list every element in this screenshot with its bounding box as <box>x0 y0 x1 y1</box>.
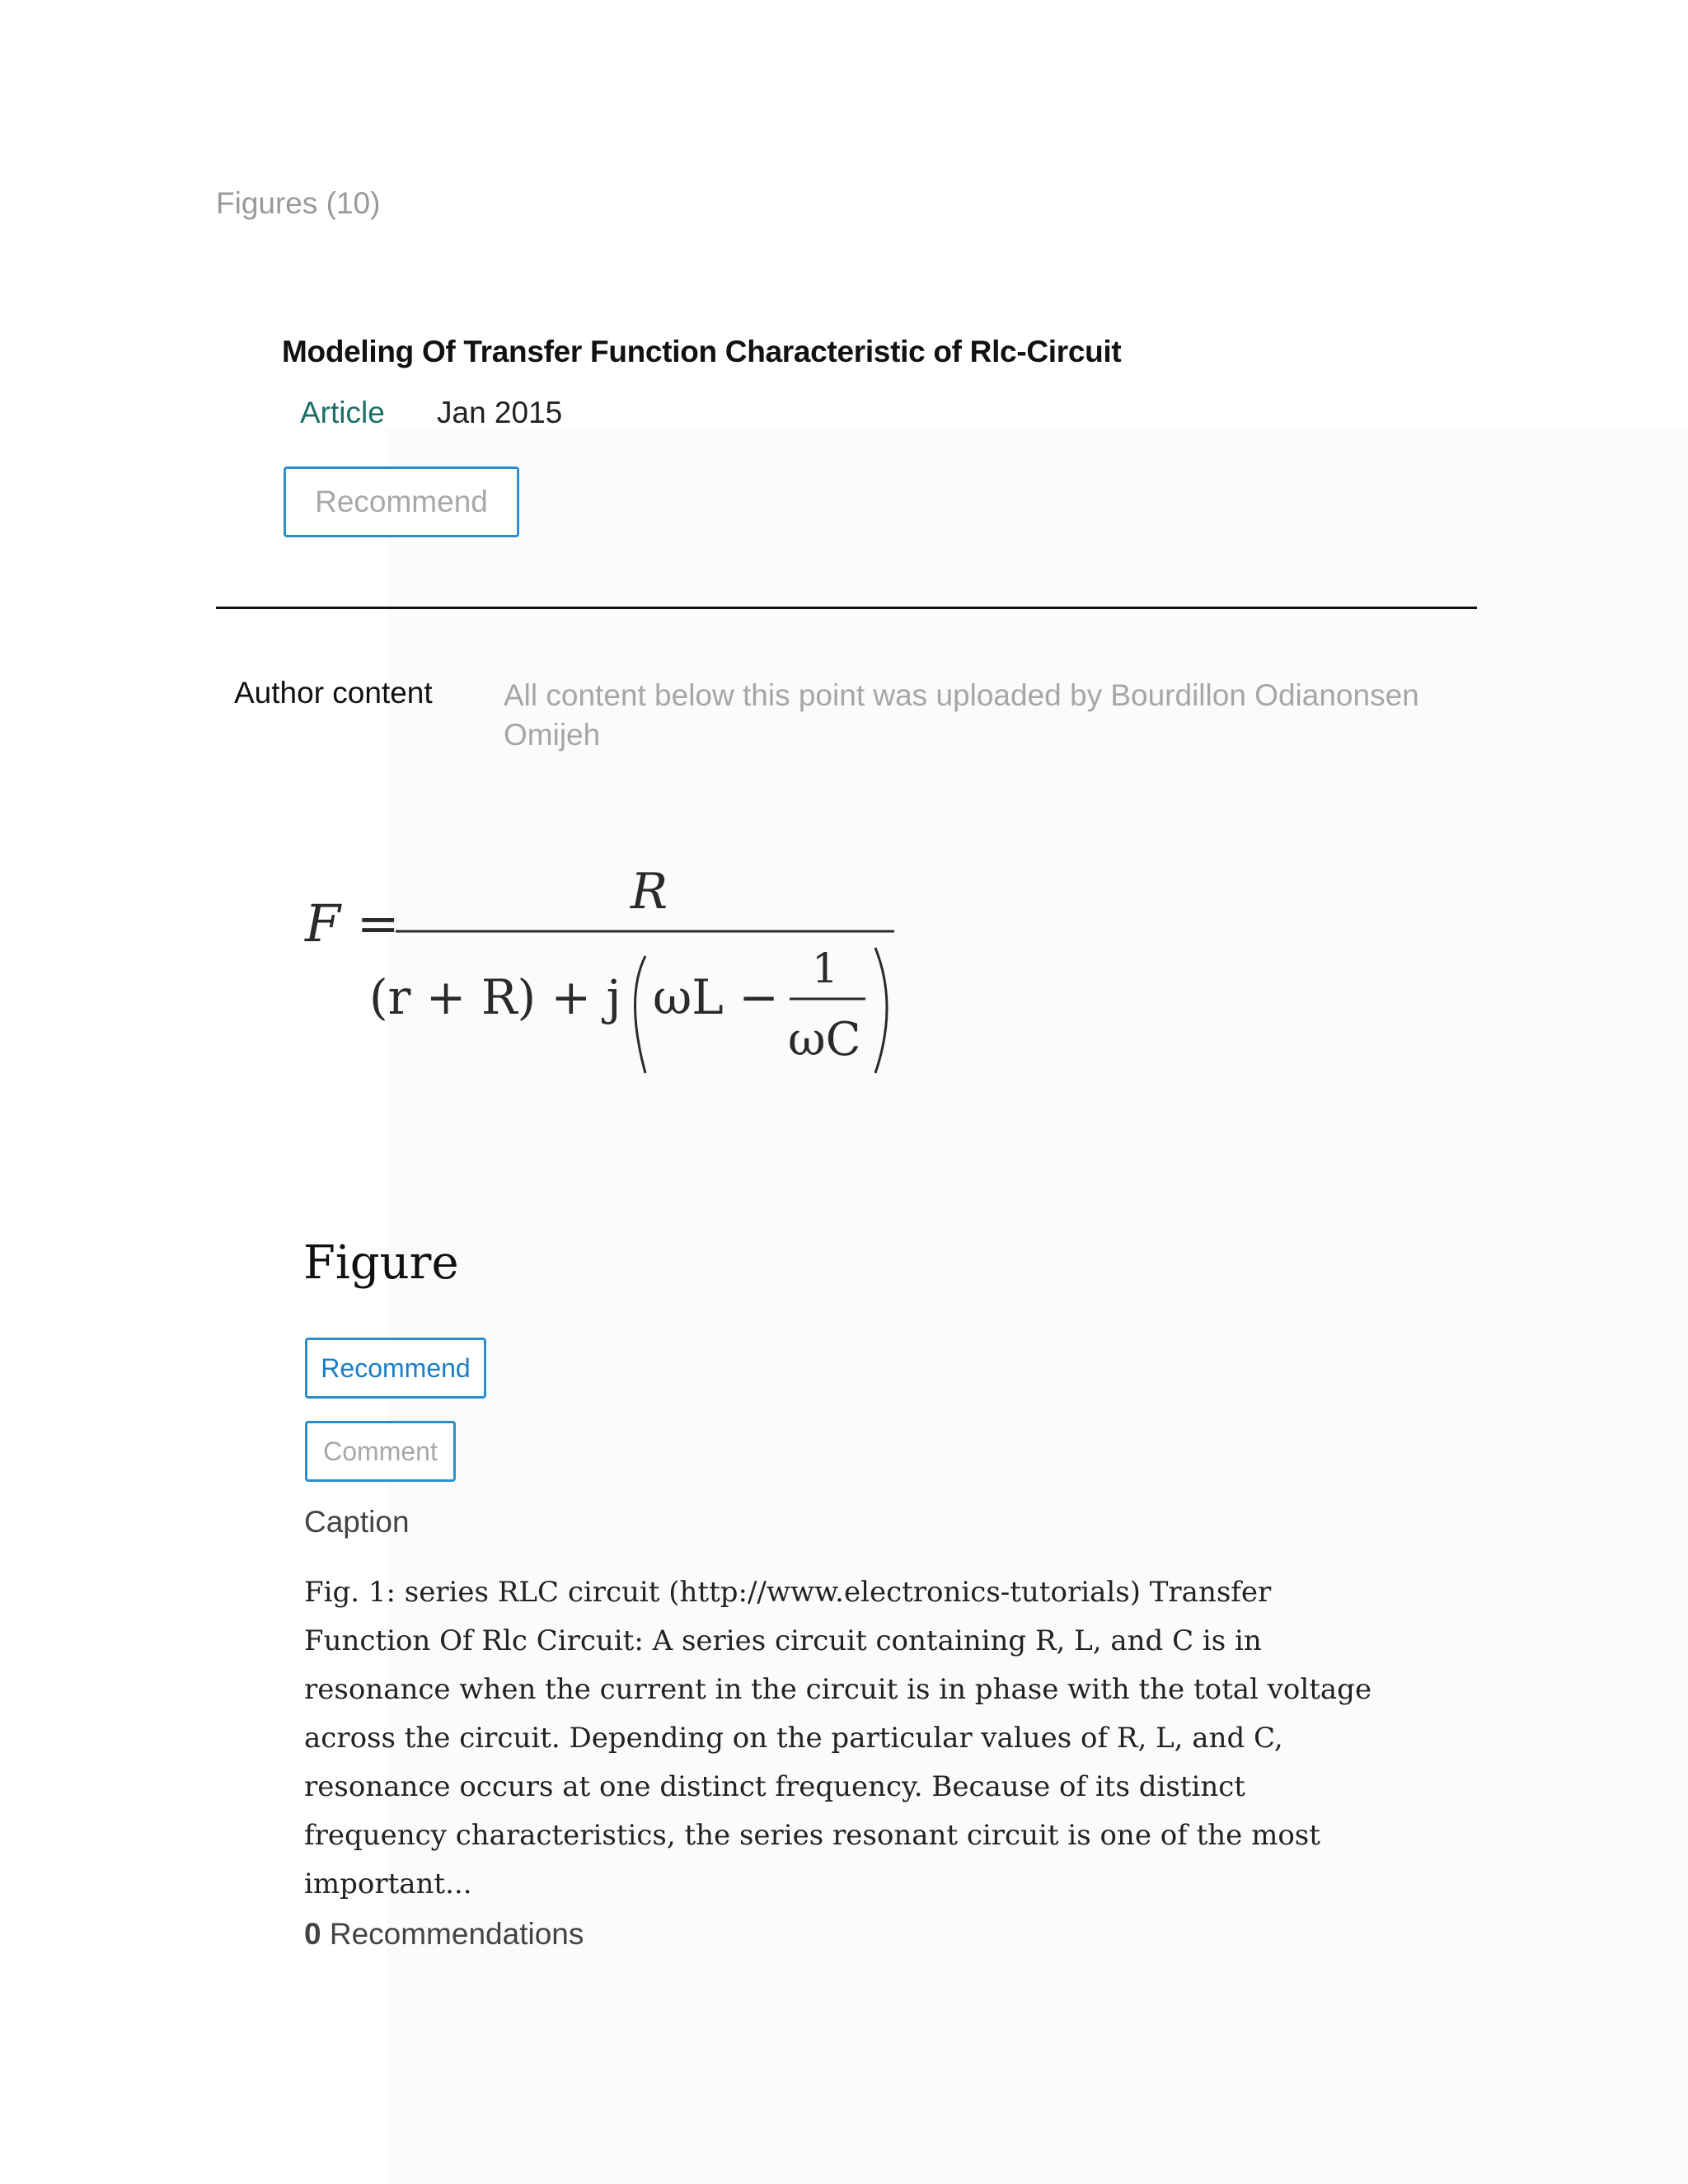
caption-text: Fig. 1: series RLC circuit (http://www.electronics-tutorials) Transfer Function Of Rlc Circuit: A series circuit containing R, L, and C is in resonance when the current in the circuit is in phase with the total voltage across the circuit. Depending on the particular values of R, L, and C, resonance occurs at one distinct frequency. Because of its distinct frequency characteristics, the series resonant circuit is one of the most important... <box>304 1576 1372 1900</box>
figure-heading: Figure <box>303 1236 459 1290</box>
author-upload-note: All content below this point was uploaded by Bourdillon Odianonsen Omijeh <box>504 678 1419 752</box>
recommendations-label: Recommendations <box>329 1917 584 1951</box>
article-type-badge: Article <box>300 396 385 429</box>
transfer-function-formula-image[interactable] <box>297 857 907 1088</box>
right-paren-large <box>875 948 887 1073</box>
formula-omega-l: ωL − <box>653 969 779 1025</box>
formula-numerator: R <box>631 863 668 921</box>
caption-label: Caption <box>304 1505 410 1539</box>
figure-recommend-button[interactable]: Recommend <box>305 1338 486 1399</box>
formula-graphic <box>297 857 907 1088</box>
article-recommend-button[interactable]: Recommend <box>284 466 519 537</box>
article-date: Jan 2015 <box>437 396 563 429</box>
article-title[interactable]: Modeling Of Transfer Function Characteristic of Rlc-Circuit <box>282 335 1122 368</box>
formula-denominator-left: (r + R) + j <box>369 969 621 1025</box>
left-paren-large <box>635 956 646 1073</box>
formula-lhs: F = <box>305 893 400 954</box>
figure-comment-button[interactable]: Comment <box>305 1421 456 1482</box>
section-divider <box>216 607 1477 609</box>
formula-omega-c: ωC <box>788 1013 861 1066</box>
figures-count-heading: Figures (10) <box>216 186 381 220</box>
author-content-label: Author content <box>234 676 433 710</box>
recommendations-summary <box>304 1917 584 1952</box>
formula-one: 1 <box>812 944 838 992</box>
recommendations-count: 0 <box>304 1917 321 1951</box>
